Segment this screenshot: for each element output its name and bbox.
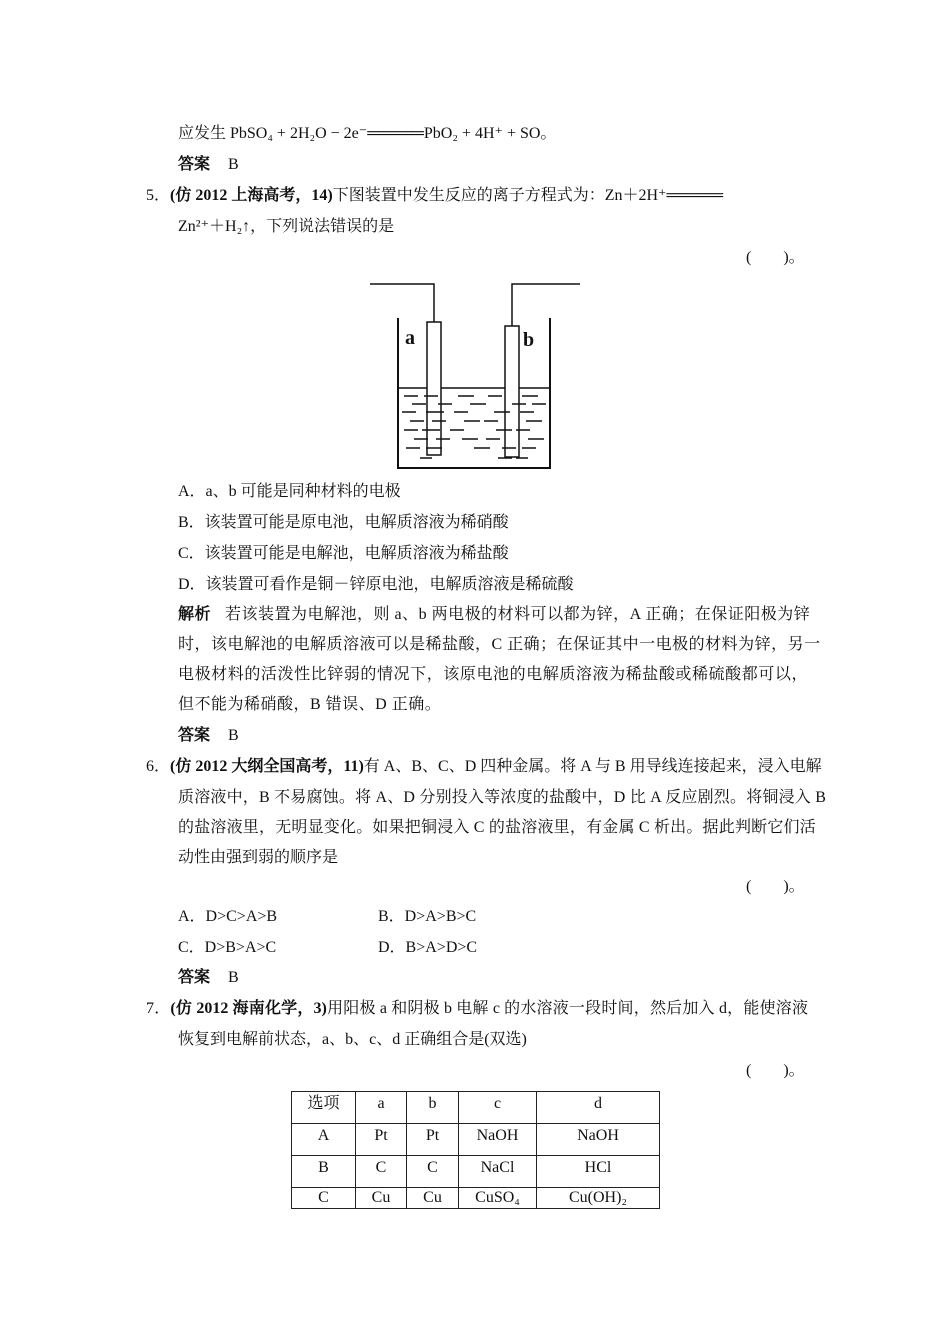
q7-answer-paren: ( )。 — [746, 1062, 805, 1079]
q5-analysis-line3: 电极材料的活泼性比锌弱的情况下，该原电池的电解质溶液为稀盐酸或稀硫酸都可以， — [178, 666, 808, 683]
table-row — [292, 1156, 660, 1188]
q5-analysis-line1 — [178, 605, 811, 625]
electrode-a — [427, 322, 441, 455]
answer-label: 答案 — [178, 969, 211, 986]
q6-source: (仿 2012 大纲全国高考，11) — [170, 758, 364, 775]
q7-stem1: 用阳极 a 和阴极 b 电解 c 的水溶液一段时间，然后加入 d，能使溶液 — [326, 1000, 808, 1017]
q5-option-d: D．该装置可看作是铜－锌原电池，电解质溶液是稀硫酸 — [178, 576, 574, 593]
q5-analysis-line4: 但不能为稀硝酸，B 错误、D 正确。 — [178, 696, 442, 713]
q7-options-table — [291, 1091, 660, 1209]
q6-stem-line2: 质溶液中，B 不易腐蚀。将 A、D 分别投入等浓度的盐酸中，D 比 A 反应剧烈。将铜浸入 B — [178, 789, 827, 806]
q6-stem-line1 — [146, 757, 822, 777]
q6-answer-row — [178, 968, 239, 988]
wire-b — [512, 284, 580, 326]
q5-number: 5． — [146, 187, 171, 204]
q7-number: 7． — [146, 1000, 171, 1017]
table-cell: Pt — [356, 1124, 407, 1156]
table-header-cell: a — [356, 1092, 407, 1124]
table-header-cell: 选项 — [292, 1092, 356, 1124]
solution-hatching — [402, 396, 546, 458]
q6-option-c: C．D>B>A>C — [178, 939, 277, 956]
q5-stem-line1 — [146, 186, 723, 206]
q6-answer-paren: ( )。 — [746, 878, 805, 895]
table-row — [292, 1124, 660, 1156]
table-cell: NaOH — [537, 1124, 660, 1156]
equation-line: 应发生 PbSO₄ + 2H₂O − 2e⁻═════PbO₂ + 4H⁺ + SO。 — [178, 125, 557, 142]
q5-source: (仿 2012 上海高考，14) — [170, 187, 333, 204]
q7-source: (仿 2012 海南化学，3) — [170, 1000, 327, 1017]
table-cell: A — [292, 1124, 356, 1156]
electrode-label-a: a — [405, 327, 415, 349]
table-cell: Cu(OH)₂ — [537, 1188, 660, 1209]
q6-stem1: 有 A、B、C、D 四种金属。将 A 与 B 用导线连接起来，浸入电解 — [363, 758, 822, 775]
table-cell: C — [356, 1156, 407, 1188]
table-row — [292, 1188, 660, 1209]
q5-answer-row — [178, 726, 239, 746]
table-cell: B — [292, 1156, 356, 1188]
analysis-label: 解析 — [178, 606, 212, 623]
q5-analysis-line2: 时，该电解池的电解质溶液可以是稀盐酸，C 正确；在保证其中一电极的材料为锌，另一 — [178, 636, 821, 653]
q6-stem-line4: 动性由强到弱的顺序是 — [178, 849, 339, 866]
answer-label: 答案 — [178, 156, 211, 173]
table-header-cell: d — [537, 1092, 660, 1124]
table-cell: Cu — [356, 1188, 407, 1209]
answer-label: 答案 — [178, 727, 211, 744]
q6-stem-line3: 的盐溶液里，无明显变化。如果把铜浸入 C 的盐溶液里，有金属 C 析出。据此判断它们活 — [178, 819, 816, 836]
q6-option-d: D．B>A>D>C — [378, 939, 478, 956]
table-cell: CuSO₄ — [459, 1188, 537, 1209]
q6-option-b: B．D>A>B>C — [378, 908, 477, 925]
q5-answer-paren: ( )。 — [746, 249, 805, 266]
answer-value: B — [228, 969, 239, 986]
wire-a — [370, 284, 434, 322]
table-header-cell: b — [407, 1092, 459, 1124]
q5-option-b: B．该装置可能是原电池，电解质溶液为稀硝酸 — [178, 514, 509, 531]
q7-stem-line2: 恢复到电解前状态，a、b、c、d 正确组合是(双选) — [178, 1031, 527, 1048]
table-cell: NaCl — [459, 1156, 537, 1188]
q7-stem-line1 — [146, 999, 808, 1019]
q6-option-a: A．D>C>A>B — [178, 908, 278, 925]
table-header-cell: c — [459, 1092, 537, 1124]
table-cell: C — [407, 1156, 459, 1188]
electrolysis-apparatus-diagram — [366, 280, 586, 475]
table-cell: C — [292, 1188, 356, 1209]
answer-value: B — [228, 156, 239, 173]
q5-stem-line2: Zn²⁺＋H₂↑，下列说法错误的是 — [178, 218, 395, 235]
answer-row — [178, 155, 239, 175]
table-cell: NaOH — [459, 1124, 537, 1156]
electrode-label-b: b — [523, 329, 535, 351]
table-cell: Cu — [407, 1188, 459, 1209]
table-cell: Pt — [407, 1124, 459, 1156]
q5-option-a: A．a、b 可能是同种材料的电极 — [178, 483, 401, 500]
table-cell: HCl — [537, 1156, 660, 1188]
electrode-b — [505, 326, 519, 457]
answer-value: B — [228, 727, 239, 744]
q5-option-c: C．该装置可能是电解池，电解质溶液为稀盐酸 — [178, 545, 509, 562]
table-header-row — [292, 1092, 660, 1124]
analysis-text-1: 若该装置为电解池，则 a、b 两电极的材料可以都为锌，A 正确；在保证阳极为锌 — [225, 606, 811, 623]
q5-stem1: 下图装置中发生反应的离子方程式为：Zn＋2H⁺═════ — [332, 187, 724, 204]
q6-number: 6． — [146, 758, 171, 775]
